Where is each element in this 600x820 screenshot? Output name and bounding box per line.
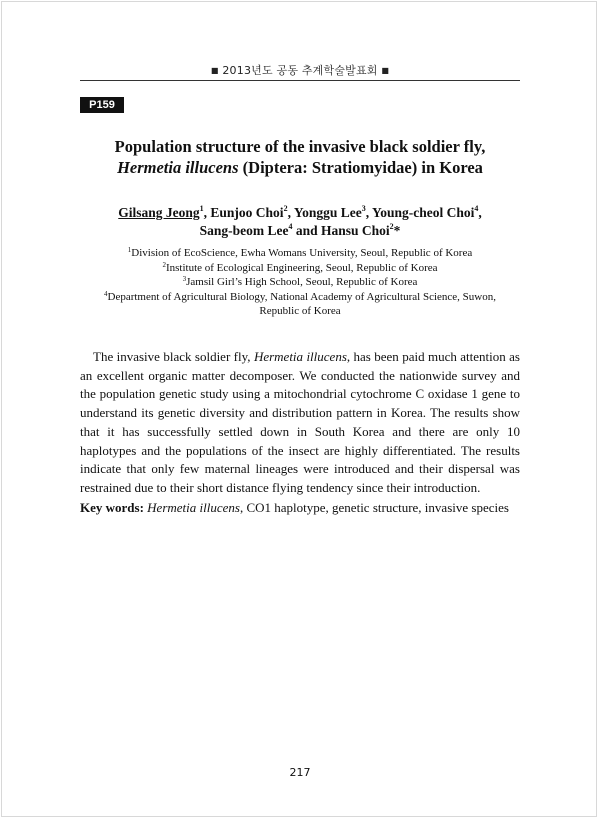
abstract-rest: , has been paid much attention as an excellent organic matter decomposer. We conducted the nationwide survey and the population genetic study using a mitochondrial cytochrome C oxidase 1 gene to understand its genetic diversity and distribution pattern in Korea. The results show that it has successfully settled down in South Korea and there are only 10 haplotypes and the populations of the insect are highly differentiated. The results indicate that only few maternal lineages were introduced and their dispersal was restrained due to their short distance flying tendency since their introduction.	[80, 349, 520, 495]
keywords	[80, 499, 520, 517]
title-line-2: (Diptera: Stratiomyidae) in Korea	[238, 158, 483, 177]
affiliation-line	[80, 275, 520, 290]
author-sup: 3	[361, 204, 366, 213]
affiliation-text: Institute of Ecological Engineering, Seoul, Republic of Korea	[165, 261, 438, 274]
affiliation-text: Jamsil Girl’s High School, Seoul, Republic of Korea	[186, 276, 418, 288]
author-name: Gilsang Jeong	[118, 205, 200, 220]
header-rule	[80, 80, 520, 81]
keywords-rest: , CO1 haplotype, genetic structure, invasive species	[239, 500, 509, 515]
author-sep: ,	[478, 205, 482, 220]
affiliation-line	[80, 290, 520, 305]
affiliation-text: Republic of Korea	[259, 305, 341, 317]
author-sep: and	[292, 223, 321, 238]
author-sep: ,	[287, 205, 294, 220]
author-sep: ,	[203, 205, 211, 220]
affiliation-text: Division of EcoScience, Ewha Womans University, Seoul, Republic of Korea	[131, 247, 473, 259]
abstract-intro: The invasive black soldier fly,	[93, 349, 254, 364]
keywords-label: Key words:	[80, 500, 144, 515]
author-sup: 4	[474, 204, 479, 213]
affiliation-sup: 1	[127, 246, 132, 254]
author-sep: ,	[365, 205, 372, 220]
author-sup: 1	[199, 204, 204, 213]
author-name: Eunjoo Choi	[210, 205, 284, 220]
running-header	[80, 62, 520, 78]
author-name: Young-cheol Choi	[371, 205, 475, 220]
affiliation-sup: 3	[182, 275, 187, 283]
square-bullet-icon: ■	[381, 66, 390, 75]
abstract-body	[80, 348, 520, 498]
author-list	[80, 204, 520, 240]
page-number: 217	[289, 766, 311, 779]
abstract-species: Hermetia illucens	[253, 349, 347, 364]
corresponding-mark: *	[393, 223, 401, 238]
poster-id-badge: P159	[80, 97, 124, 113]
square-bullet-icon: ■	[210, 66, 219, 75]
affiliation-text: Department of Agricultural Biology, National Academy of Agricultural Science, Suwon,	[107, 290, 496, 303]
author-name: Hansu Choi	[321, 223, 390, 238]
running-header-text: 2013년도 공동 추계학술발표회	[222, 64, 378, 77]
affiliation-line	[80, 304, 520, 319]
author-name: Sang-beom Lee	[199, 223, 289, 238]
affiliation-list	[80, 246, 520, 319]
keywords-species: Hermetia illucens	[147, 500, 240, 515]
author-sup: 4	[288, 222, 293, 231]
author-sup: 2	[283, 204, 288, 213]
title-line-1: Population structure of the invasive black soldier fly,	[114, 137, 486, 156]
affiliation-line	[80, 261, 520, 276]
title-species: Hermetia illucens	[117, 158, 239, 177]
affiliation-sup: 4	[104, 289, 108, 298]
paper-title	[80, 136, 520, 178]
affiliation-line	[80, 246, 520, 261]
author-name: Yonggu Lee	[293, 205, 362, 220]
affiliation-sup: 2	[162, 260, 166, 269]
author-sup: 2	[389, 222, 394, 231]
